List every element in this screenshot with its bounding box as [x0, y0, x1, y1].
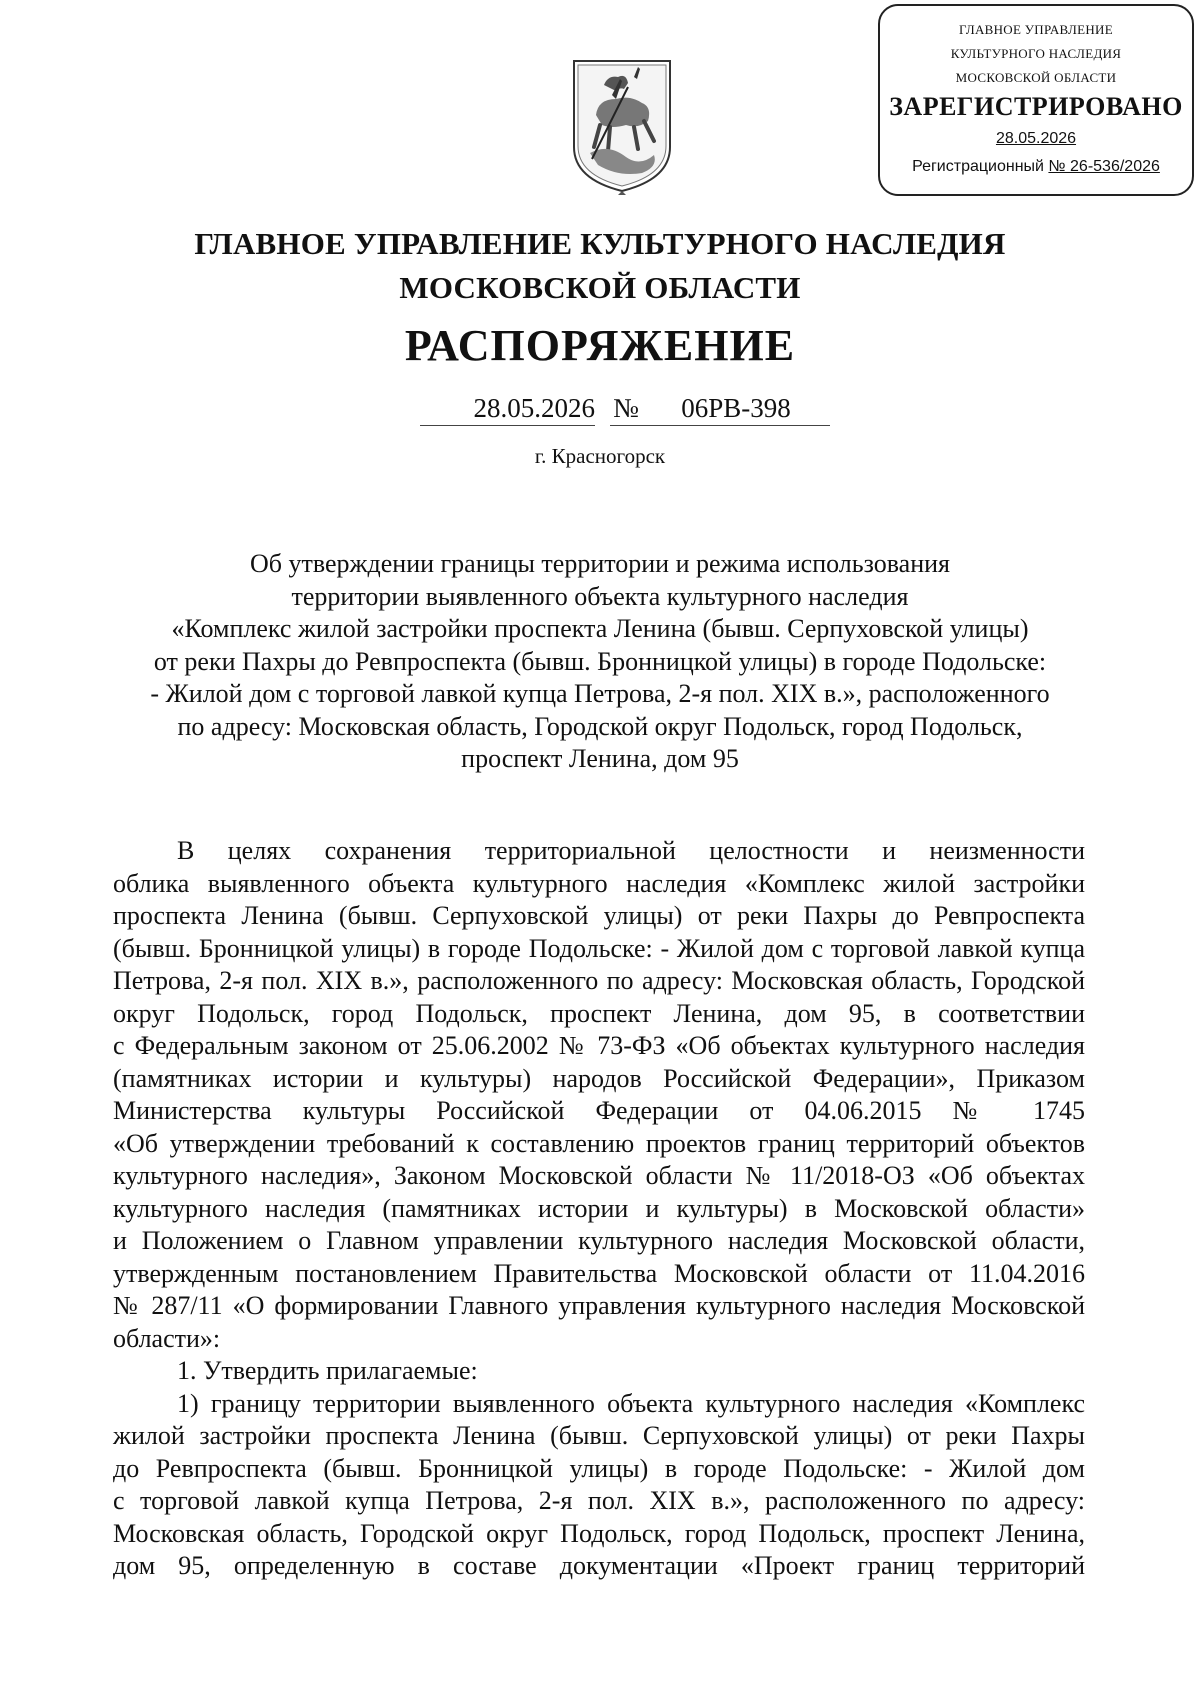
title-line: проспект Ленина, дом 95: [461, 744, 739, 773]
body-line: утвержденным постановлением Правительства Московской области от 11.04.2016: [113, 1258, 1085, 1288]
title-line: Об утверждении границы территории и режима использования: [250, 549, 950, 578]
body-line: Петрова, 2-я пол. XIX в.», расположенного по адресу: Московская область, Городской: [113, 966, 1085, 995]
stamp-date: 28.05.2026: [995, 130, 1077, 147]
body-line: культурного наследия», Законом Московской области № 11/2018-ОЗ «Об объектах: [113, 1161, 1085, 1190]
document-type: РАСПОРЯЖЕНИЕ: [404, 321, 796, 370]
body-line: области»:: [113, 1323, 221, 1353]
body-line: 1) границу территории выявленного объекта культурного наследия «Комплекс: [177, 1388, 1085, 1418]
title-line: территории выявленного объекта культурного наследия: [291, 581, 909, 611]
body-line: (памятниках истории и культуры) народов Российской Федерации», Приказом: [113, 1063, 1085, 1093]
body-line: жилой застройки проспекта Ленина (бывш. Серпуховской улицы) от реки Пахры: [113, 1421, 1085, 1450]
body-line: В целях сохранения территориальной целостности и неизменности: [177, 836, 1085, 865]
document-number: 06РВ-398: [642, 393, 830, 426]
city: г. Красногорск: [534, 444, 666, 468]
body-line: (бывш. Бронницкой улицы) в городе Подольске: - Жилой дом с торговой лавкой купца: [113, 933, 1085, 963]
authority-line1: ГЛАВНОЕ УПРАВЛЕНИЕ КУЛЬТУРНОГО НАСЛЕДИЯ: [194, 226, 1006, 261]
document-date: 28.05.2026: [420, 393, 595, 426]
number-sign: №: [610, 393, 642, 426]
stamp-org-line1: ГЛАВНОЕ УПРАВЛЕНИЕ: [959, 22, 1113, 37]
stamp-reg-label: Регистрационный: [912, 158, 1044, 175]
date-number-row: [420, 393, 830, 427]
document-body: [113, 835, 1085, 1583]
body-line: № 287/11 «О формировании Главного управления культурного наследия Московской: [113, 1291, 1085, 1320]
body-line: Министерства культуры Российской Федерации от 04.06.2015 № 1745: [113, 1096, 1085, 1125]
stamp-org-line2: КУЛЬТУРНОГО НАСЛЕДИЯ: [950, 46, 1122, 61]
stamp-org-line3: МОСКОВСКОЙ ОБЛАСТИ: [955, 70, 1117, 85]
registration-stamp: [878, 4, 1194, 196]
body-line: округ Подольск, город Подольск, проспект Ленина, дом 95, в соответствии: [113, 998, 1085, 1028]
authority-line2: МОСКОВСКОЙ ОБЛАСТИ: [399, 270, 801, 305]
title-line: от реки Пахры до Ревпроспекта (бывш. Бронницкой улицы) в городе Подольске:: [153, 646, 1047, 676]
stamp-status: ЗАРЕГИСТРИРОВАНО: [889, 92, 1183, 121]
body-line: облика выявленного объекта культурного наследия «Комплекс жилой застройки: [113, 868, 1085, 898]
coat-of-arms-icon: [568, 55, 676, 195]
title-line: - Жилой дом с торговой лавкой купца Петрова, 2-я пол. XIX в.», расположенного: [150, 679, 1050, 708]
body-line: культурного наследия (памятниках истории и культуры) в Московской области»: [113, 1193, 1085, 1223]
body-line: Московская область, Городской округ Подольск, город Подольск, проспект Ленина,: [113, 1518, 1085, 1548]
stamp-registration-number: [880, 158, 1192, 176]
authority-name: [120, 222, 1080, 310]
body-line: проспекта Ленина (бывш. Серпуховской улицы) от реки Пахры до Ревпроспекта: [113, 901, 1085, 930]
document-title: [110, 548, 1090, 776]
title-line: по адресу: Московская область, Городской округ Подольск, город Подольск,: [177, 711, 1023, 741]
body-line: «Об утверждении требований к составлению проектов границ территорий объектов: [113, 1128, 1085, 1158]
body-line: и Положением о Главном управлении культурного наследия Московской области,: [113, 1226, 1085, 1255]
body-line: 1. Утвердить прилагаемые:: [177, 1356, 478, 1385]
stamp-reg-number: № 26-536/2026: [1048, 158, 1160, 175]
body-line: до Ревпроспекта (бывш. Бронницкой улицы) в городе Подольске: - Жилой дом: [113, 1453, 1085, 1483]
body-line: дом 95, определенную в составе документации «Проект границ территорий: [113, 1551, 1085, 1580]
body-line: с Федеральным законом от 25.06.2002 № 73-ФЗ «Об объектах культурного наследия: [113, 1031, 1085, 1060]
title-line: «Комплекс жилой застройки проспекта Ленина (бывш. Серпуховской улицы): [171, 614, 1029, 643]
body-line: с торговой лавкой купца Петрова, 2-я пол. XIX в.», расположенного по адресу:: [113, 1486, 1085, 1515]
coat-of-arms-emblem: [568, 55, 676, 195]
